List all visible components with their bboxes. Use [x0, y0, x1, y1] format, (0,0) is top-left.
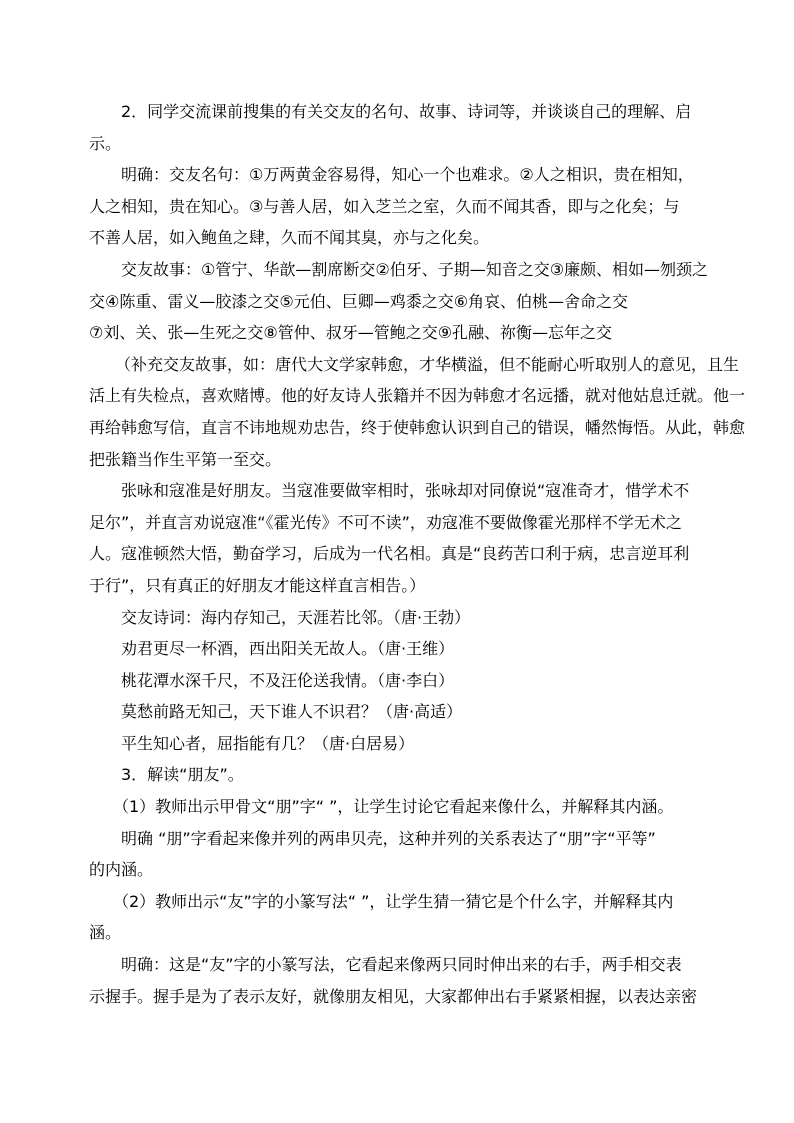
poem-line: 平生知心者，屈指能有几？（唐·白居易） [121, 733, 415, 753]
supplement-line: （补充交友故事，如：唐代大文学家韩愈，才华横溢，但不能耐心听取别人的意见，且生 [115, 354, 740, 374]
friendship-stories-line: ⑦刘、关、张—生死之交⑧管仲、叔牙—管鲍之交⑨孔融、祢衡—忘年之交 [89, 323, 613, 343]
question-2-line: （2）教师出示“友”字的小篆写法“ ”，让学生猜一猜它是个什么字，并解释其内 [113, 891, 674, 911]
kouzhun-line: 于行”，只有真正的好朋友才能这样直言相告。） [89, 575, 426, 595]
kouzhun-line: 人。寇准顿然大悟，勤奋学习，后成为一代名相。真是“良药苦口利于病，忠言逆耳利 [89, 544, 690, 564]
poem-line: 劝君更尽一杯酒，西出阳关无故人。（唐·王维） [121, 639, 455, 659]
famous-sayings-paragraph [89, 159, 715, 254]
friendship-stories-line: 交④陈重、雷义—胶漆之交⑤元伯、巨卿—鸡黍之交⑥角哀、伯桃—舍命之交 [89, 291, 629, 311]
section-2-heading: 2．同学交流课前搜集的有关交友的名句、故事、诗词等，并谈谈自己的理解、启示。 [89, 102, 692, 153]
friendship-stories-paragraph [89, 254, 715, 349]
poem-line: 交友诗词：海内存知己，天涯若比邻。（唐·王勃） [121, 607, 471, 627]
answer-2-line: 明确：这是“友”字的小篆写法，它看起来像两只同时伸出来的右手，两手相交表 [121, 955, 682, 975]
supplement-line: 活上有失检点，喜欢赌博。他的好友诗人张籍并不因为韩愈才名远播，就对他姑息迁就。他一 [89, 386, 746, 406]
answer-2-paragraph [89, 949, 715, 1012]
kouzhun-line: 张咏和寇准是好朋友。当寇准要做宰相时，张咏却对同僚说“寇准奇才，惜学术不 [121, 481, 690, 501]
answer-1-paragraph [89, 823, 715, 886]
famous-sayings-line: ①万两黄金容易得，知心一个也难求。②人之相识，贵在相知， [249, 165, 694, 185]
famous-sayings-line: 人之相知，贵在知心。③与善人居，如入芝兰之室，久而不闻其香，即与之化矣；与 [89, 196, 680, 216]
section-3-heading: 3．解读“朋友”。 [121, 765, 244, 785]
question-2-line: 涵。 [89, 923, 122, 943]
poems-list [89, 602, 715, 760]
poem-line: 桃花潭水深千尺，不及汪伦送我情。（唐·李白） [121, 670, 455, 690]
supplement-line: 把张籍当作生平第一至交。 [89, 449, 282, 469]
famous-sayings-label: 明确：交友名句： [121, 165, 250, 185]
poem-line: 莫愁前路无知己，天下谁人不识君？（唐·高适） [121, 702, 463, 722]
document-body [89, 96, 746, 1012]
supplement-line: 再给韩愈写信，直言不讳地规劝忠告，终于使韩愈认识到自己的错误，幡然悔悟。从此，韩愈 [89, 417, 746, 437]
kouzhun-story-paragraph [89, 475, 715, 601]
answer-2-line: 示握手。握手是为了表示友好，就像朋友相见，大家都伸出右手紧紧相握，以表达亲密 [89, 986, 698, 1006]
answer-1-line: 明确 “朋”字看起来像并列的两串贝壳，这种并列的关系表达了“朋”字“平等” [121, 828, 656, 848]
friendship-stories-line: 交友故事：①管宁、华歆—割席断交②伯牙、子期—知音之交③廉颇、相如—刎颈之 [121, 259, 709, 279]
answer-1-line: 的内涵。 [89, 860, 154, 880]
supplement-story-paragraph [89, 349, 746, 475]
question-1: （1）教师出示甲骨文“朋”字“ ”，让学生讨论它看起来像什么，并解释其内涵。 [113, 797, 674, 817]
question-2-paragraph [89, 886, 715, 949]
famous-sayings-line: 不善人居，如入鲍鱼之肆，久而不闻其臭，亦与之化矣。 [89, 228, 490, 248]
kouzhun-line: 足尔”，并直言劝说寇准“《霍光传》不可不读”，劝寇准不要做像霍光那样不学无术之 [89, 512, 682, 532]
